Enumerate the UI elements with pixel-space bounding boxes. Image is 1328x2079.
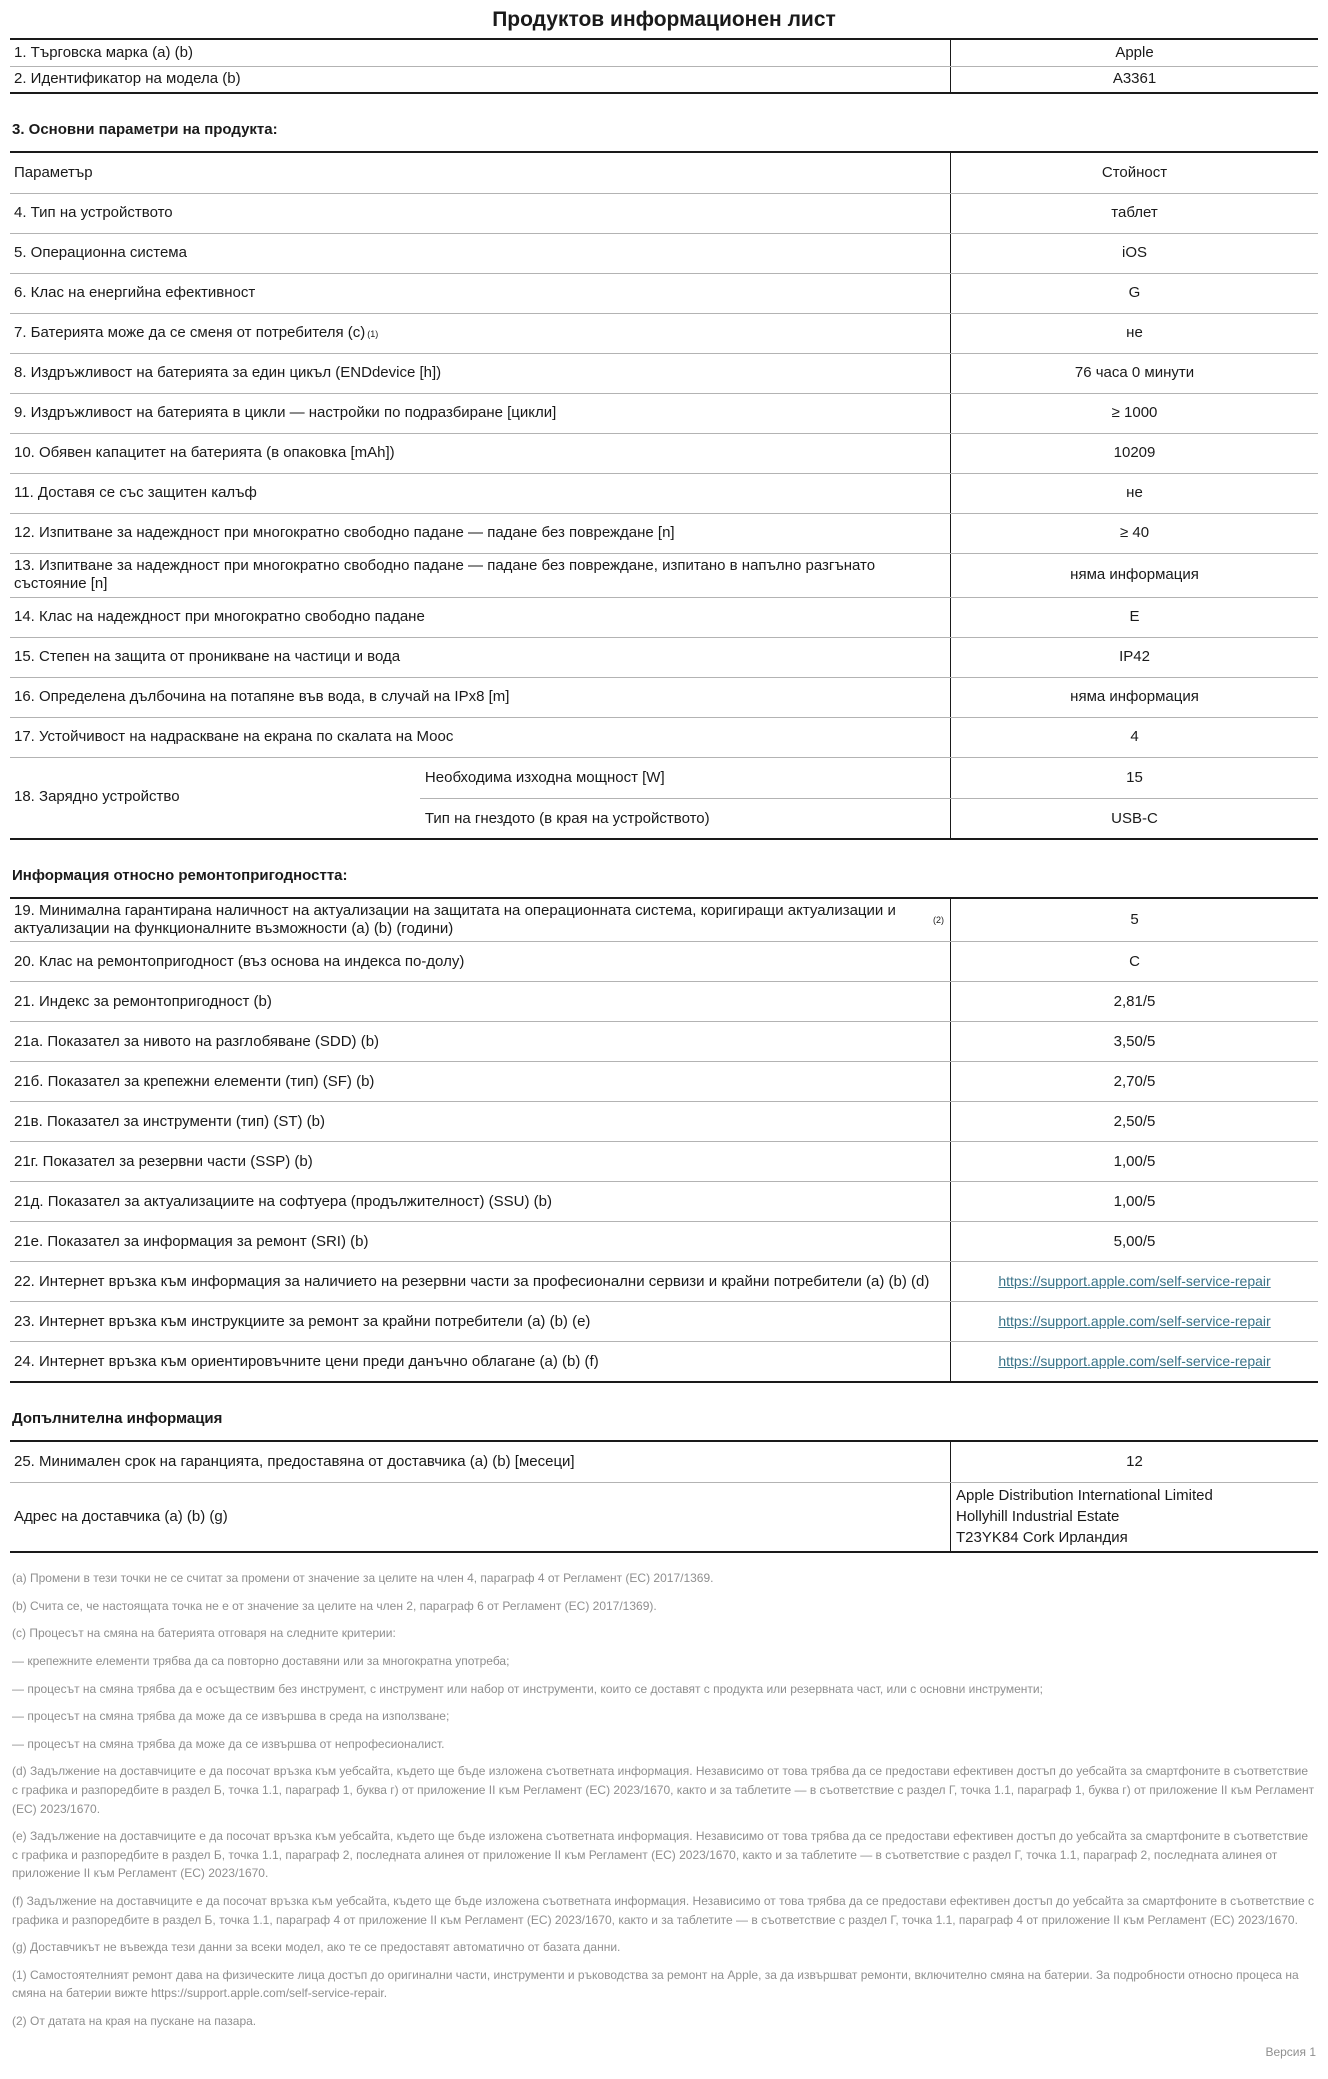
- row-value: A3361: [950, 67, 1318, 92]
- row-label: 1. Търговска марка (a) (b): [14, 43, 193, 61]
- address-line: T23YK84 Cork Ирландия: [956, 1528, 1128, 1546]
- row-label: 25. Минимален срок на гаранцията, предоставяна от доставчика (a) (b) [месеци]: [14, 1453, 575, 1471]
- row-label: 5. Операционна система: [14, 244, 187, 262]
- supplier-address: [950, 1483, 1318, 1551]
- row-label: 14. Клас на надеждност при многократно свободно падане: [14, 607, 425, 625]
- column-header-value: Стойност: [950, 153, 1318, 193]
- section-heading-additional-info: Допълнителна информация: [12, 1410, 223, 1428]
- table-row: [10, 677, 1318, 717]
- row-label: 13. Изпитване за надеждност при многократно свободно падане — падане без повреждане, изпитано в напълно разгънато състояние [n]: [14, 557, 876, 593]
- table-row: [10, 193, 1318, 233]
- row-label: 21е. Показател за информация за ремонт (SRI) (b): [14, 1232, 369, 1250]
- row-label-text: 7. Батерията може да се сменя от потребителя (c): [14, 324, 366, 342]
- additional-info-table: [10, 1440, 1318, 1553]
- table-row: [10, 1261, 1318, 1301]
- address-line: Hollyhill Industrial Estate: [956, 1507, 1120, 1525]
- footnote: (1) Самостоятелният ремонт дава на физическите лица достъп до оригинални части, инструменти и ръководства за ремонт на Apple, за да извършват ремонти, включително смяна на батерии. За подробности относно процеса на смяна на батерии вижте https://support.apple.com/self-service-repair.: [12, 1967, 1299, 2001]
- footnote: — крепежните елементи трябва да са повторно доставяни или за многократна употреба;: [12, 1654, 510, 1669]
- main-parameters-table: [10, 151, 1318, 840]
- row-value: ≥ 1000: [950, 394, 1318, 433]
- footnote: — процесът на смяна трябва да може да се извършва от непрофесионалист.: [12, 1736, 445, 1751]
- footnote: (d) Задължение на доставчиците е да посочат връзка към уебсайта, където ще бъде изложена съответната информация. Независимо от това трябва да се предостави ефективен достъп до уебсайта за смартфоните в съответствие с графика и разпоредбите в раздел Б, точка 1.1, параграф 1, буква г) от приложение II към Регламент (ЕС) 2023/1670, както и за таблетите — в съответствие с раздел Г, точка 1.1, параграф 1, буква г) от приложение II към Регламент (ЕС) 2023/1670.: [12, 1764, 1315, 1816]
- subrow-value: 15: [950, 758, 1318, 798]
- section-heading-main-parameters: 3. Основни параметри на продукта:: [12, 121, 278, 138]
- table-row: [10, 597, 1318, 637]
- charger-subrow: [420, 758, 1318, 798]
- table-row: [10, 1301, 1318, 1341]
- row-label: 24. Интернет връзка към ориентировъчните цени преди данъчно облагане (a) (b) (f): [14, 1352, 599, 1370]
- row-value: iOS: [950, 234, 1318, 273]
- table-row: [10, 1442, 1318, 1482]
- row-label: 21а. Показател за нивото на разглобяване (SDD) (b): [14, 1032, 380, 1050]
- row-label: Адрес на доставчика (a) (b) (g): [14, 1508, 228, 1526]
- row-value: IP42: [950, 638, 1318, 677]
- table-row: [10, 1021, 1318, 1061]
- row-label: 20. Клас на ремонтопригодност (въз основа на индекса по-долу): [14, 952, 465, 970]
- table-row: [10, 393, 1318, 433]
- charger-subtable: [420, 758, 1318, 838]
- table-header-row: [10, 153, 1318, 193]
- table-row: [10, 1341, 1318, 1381]
- row-value: 5,00/5: [950, 1222, 1318, 1261]
- table-row: [10, 40, 1318, 66]
- row-value: [950, 1342, 1318, 1381]
- row-label: 23. Интернет връзка към инструкциите за ремонт за крайни потребители (a) (b) (e): [14, 1312, 591, 1330]
- version-label: Версия 1: [1265, 2044, 1316, 2059]
- row-value: няма информация: [950, 678, 1318, 717]
- row-label: 21д. Показател за актуализациите на софтуера (продължителност) (SSU) (b): [14, 1192, 553, 1210]
- table-row: [10, 313, 1318, 353]
- row-value: 12: [950, 1442, 1318, 1482]
- table-row: [10, 1482, 1318, 1551]
- row-value: 4: [950, 718, 1318, 757]
- row-label: 21б. Показател за крепежни елементи (тип) (SF) (b): [14, 1072, 375, 1090]
- table-row: [10, 66, 1318, 92]
- row-label: 6. Клас на енергийна ефективност: [14, 284, 256, 302]
- footnote: — процесът на смяна трябва да е осъществим без инструмент, с инструмент или набор от инструменти, които се доставят с продукта или резервната част, или с основни инструменти;: [12, 1681, 1043, 1696]
- row-value: 2,50/5: [950, 1102, 1318, 1141]
- footnote: (g) Доставчикът не въвежда тези данни за всеки модел, ако те се предоставят автоматично от базата данни.: [12, 1940, 621, 1955]
- row-value: C: [950, 942, 1318, 981]
- row-label: 10. Обявен капацитет на батерията (в опаковка [mAh]): [14, 444, 395, 462]
- row-label: 9. Издръжливост на батерията в цикли — настройки по подразбиране [цикли]: [14, 404, 557, 422]
- table-row: [10, 1181, 1318, 1221]
- row-value: 76 часа 0 минути: [950, 354, 1318, 393]
- row-value: 10209: [950, 434, 1318, 473]
- charger-subrow: [420, 798, 1318, 838]
- table-row: [10, 353, 1318, 393]
- row-label: 12. Изпитване за надеждност при многократно свободно падане — падане без повреждане [n]: [14, 524, 675, 542]
- repairability-table: [10, 897, 1318, 1384]
- table-row: [10, 899, 1318, 942]
- table-row: [10, 637, 1318, 677]
- row-label: 15. Степен на защита от проникване на частици и вода: [14, 647, 401, 665]
- support-link[interactable]: https://support.apple.com/self-service-repair: [998, 1353, 1271, 1370]
- row-value: таблет: [950, 194, 1318, 233]
- row-label: 21г. Показател за резервни части (SSP) (b): [14, 1152, 313, 1170]
- row-label: 4. Тип на устройството: [14, 204, 173, 222]
- footnote: (b) Счита се, че настоящата точка не е от значение за целите на член 2, параграф 6 от Регламент (ЕС) 2017/1369).: [12, 1598, 657, 1613]
- row-label: 18. Зарядно устройство: [14, 788, 180, 806]
- row-value: 2,70/5: [950, 1062, 1318, 1101]
- row-value: [950, 1302, 1318, 1341]
- row-value: 1,00/5: [950, 1142, 1318, 1181]
- row-value: ≥ 40: [950, 514, 1318, 553]
- support-link[interactable]: https://support.apple.com/self-service-repair: [998, 1313, 1271, 1330]
- table-row: [10, 941, 1318, 981]
- footnote: — процесът на смяна трябва да може да се извършва в среда на използване;: [12, 1709, 450, 1724]
- table-row: [10, 1221, 1318, 1261]
- row-label: 2. Идентификатор на модела (b): [14, 70, 241, 88]
- row-label: 19. Минимална гарантирана наличност на актуализации на защитата на операционната система, коригиращи актуализации и актуализации на функционалните възможности (a) (b) (години) (2): [14, 901, 944, 937]
- row-label: 7. Батерията може да се сменя от потребителя (c) (1): [14, 324, 379, 342]
- footnotes-section: [10, 1569, 1318, 2030]
- brand-model-table: [10, 38, 1318, 94]
- subrow-label: Необходима изходна мощност [W]: [424, 769, 665, 787]
- footnote: (a) Промени в тези точки не се считат за промени от значение за целите на член 4, параграф 4 от Регламент (ЕС) 2017/1369.: [12, 1571, 714, 1586]
- footnote: (f) Задължение на доставчиците е да посочат връзка към уебсайта, където ще бъде изложена съответната информация. Независимо от това трябва да се предостави ефективен достъп до уебсайта за смартфоните в съответствие с графика и разпоредбите в раздел Б, точка 1.1, параграф 4 от приложение II към Регламент (ЕС) 2023/1670, както и за таблетите — в съответствие с раздел Г, точка 1.1, параграф 4 от приложение II към Регламент (ЕС) 2023/1670.: [12, 1893, 1314, 1927]
- row-label: 22. Интернет връзка към информация за наличието на резервни части за професионални сервизи и крайни потребители (a) (b) (d): [14, 1272, 930, 1290]
- subrow-value: USB-C: [950, 799, 1318, 838]
- row-value: не: [950, 314, 1318, 353]
- address-line: Apple Distribution International Limited: [956, 1487, 1213, 1505]
- row-value: не: [950, 474, 1318, 513]
- subrow-label: Тип на гнездото (в края на устройството): [424, 809, 710, 827]
- row-value: E: [950, 598, 1318, 637]
- table-row: [10, 433, 1318, 473]
- row-label: 17. Устойчивост на надраскване на екрана по скалата на Моос: [14, 727, 454, 745]
- table-row-charger: [10, 757, 1318, 838]
- table-row: [10, 513, 1318, 553]
- row-value: [950, 1262, 1318, 1301]
- footnote: (e) Задължение на доставчиците е да посочат връзка към уебсайта, където ще бъде изложена съответната информация. Независимо от това трябва да се предостави ефективен достъп до уебсайта за смартфоните в съответствие с графика и разпоредбите в раздел Б, точка 1.1, параграф 2, последната алинея от приложение II към Регламент (ЕС) 2023/1670, както и за таблетите — в съответствие с раздел Г, точка 1.1, параграф 2, последната алинея от приложение II към Регламент (ЕС) 2023/1670.: [12, 1829, 1308, 1881]
- footnote: (2) От датата на края на пускане на пазара.: [12, 2013, 257, 2028]
- support-link[interactable]: https://support.apple.com/self-service-repair: [998, 1273, 1271, 1290]
- column-header-parameter: Параметър: [14, 163, 93, 181]
- table-row: [10, 717, 1318, 757]
- footnote: (c) Процесът на смяна на батерията отговаря на следните критерии:: [12, 1626, 396, 1641]
- row-label: 11. Доставя се със защитен калъф: [14, 484, 257, 502]
- table-row: [10, 233, 1318, 273]
- table-row: [10, 1101, 1318, 1141]
- table-row: [10, 553, 1318, 597]
- row-label-text: 19. Минимална гарантирана наличност на актуализации на защитата на операционната система, коригиращи актуализации и актуализации на функционалните възможности (a) (b) (години): [14, 901, 896, 937]
- row-value: 5: [950, 899, 1318, 942]
- table-row: [10, 981, 1318, 1021]
- table-row: [10, 273, 1318, 313]
- row-label: 16. Определена дълбочина на потапяне във вода, в случай на IPx8 [m]: [14, 687, 510, 705]
- row-value: G: [950, 274, 1318, 313]
- table-row: [10, 1141, 1318, 1181]
- table-row: [10, 1061, 1318, 1101]
- row-label: 8. Издръжливост на батерията за един цикъл (ENDdevice [h]): [14, 364, 442, 382]
- row-label: 21в. Показател за инструменти (тип) (ST) (b): [14, 1112, 326, 1130]
- row-value: 3,50/5: [950, 1022, 1318, 1061]
- row-label: 21. Индекс за ремонтопригодност (b): [14, 992, 272, 1010]
- row-value: Apple: [950, 40, 1318, 66]
- row-value: 1,00/5: [950, 1182, 1318, 1221]
- page-title: Продуктов информационен лист: [492, 8, 836, 31]
- section-heading-repairability: Информация относно ремонтопригодността:: [12, 866, 348, 884]
- row-value: 2,81/5: [950, 982, 1318, 1021]
- table-row: [10, 473, 1318, 513]
- row-value: няма информация: [950, 554, 1318, 597]
